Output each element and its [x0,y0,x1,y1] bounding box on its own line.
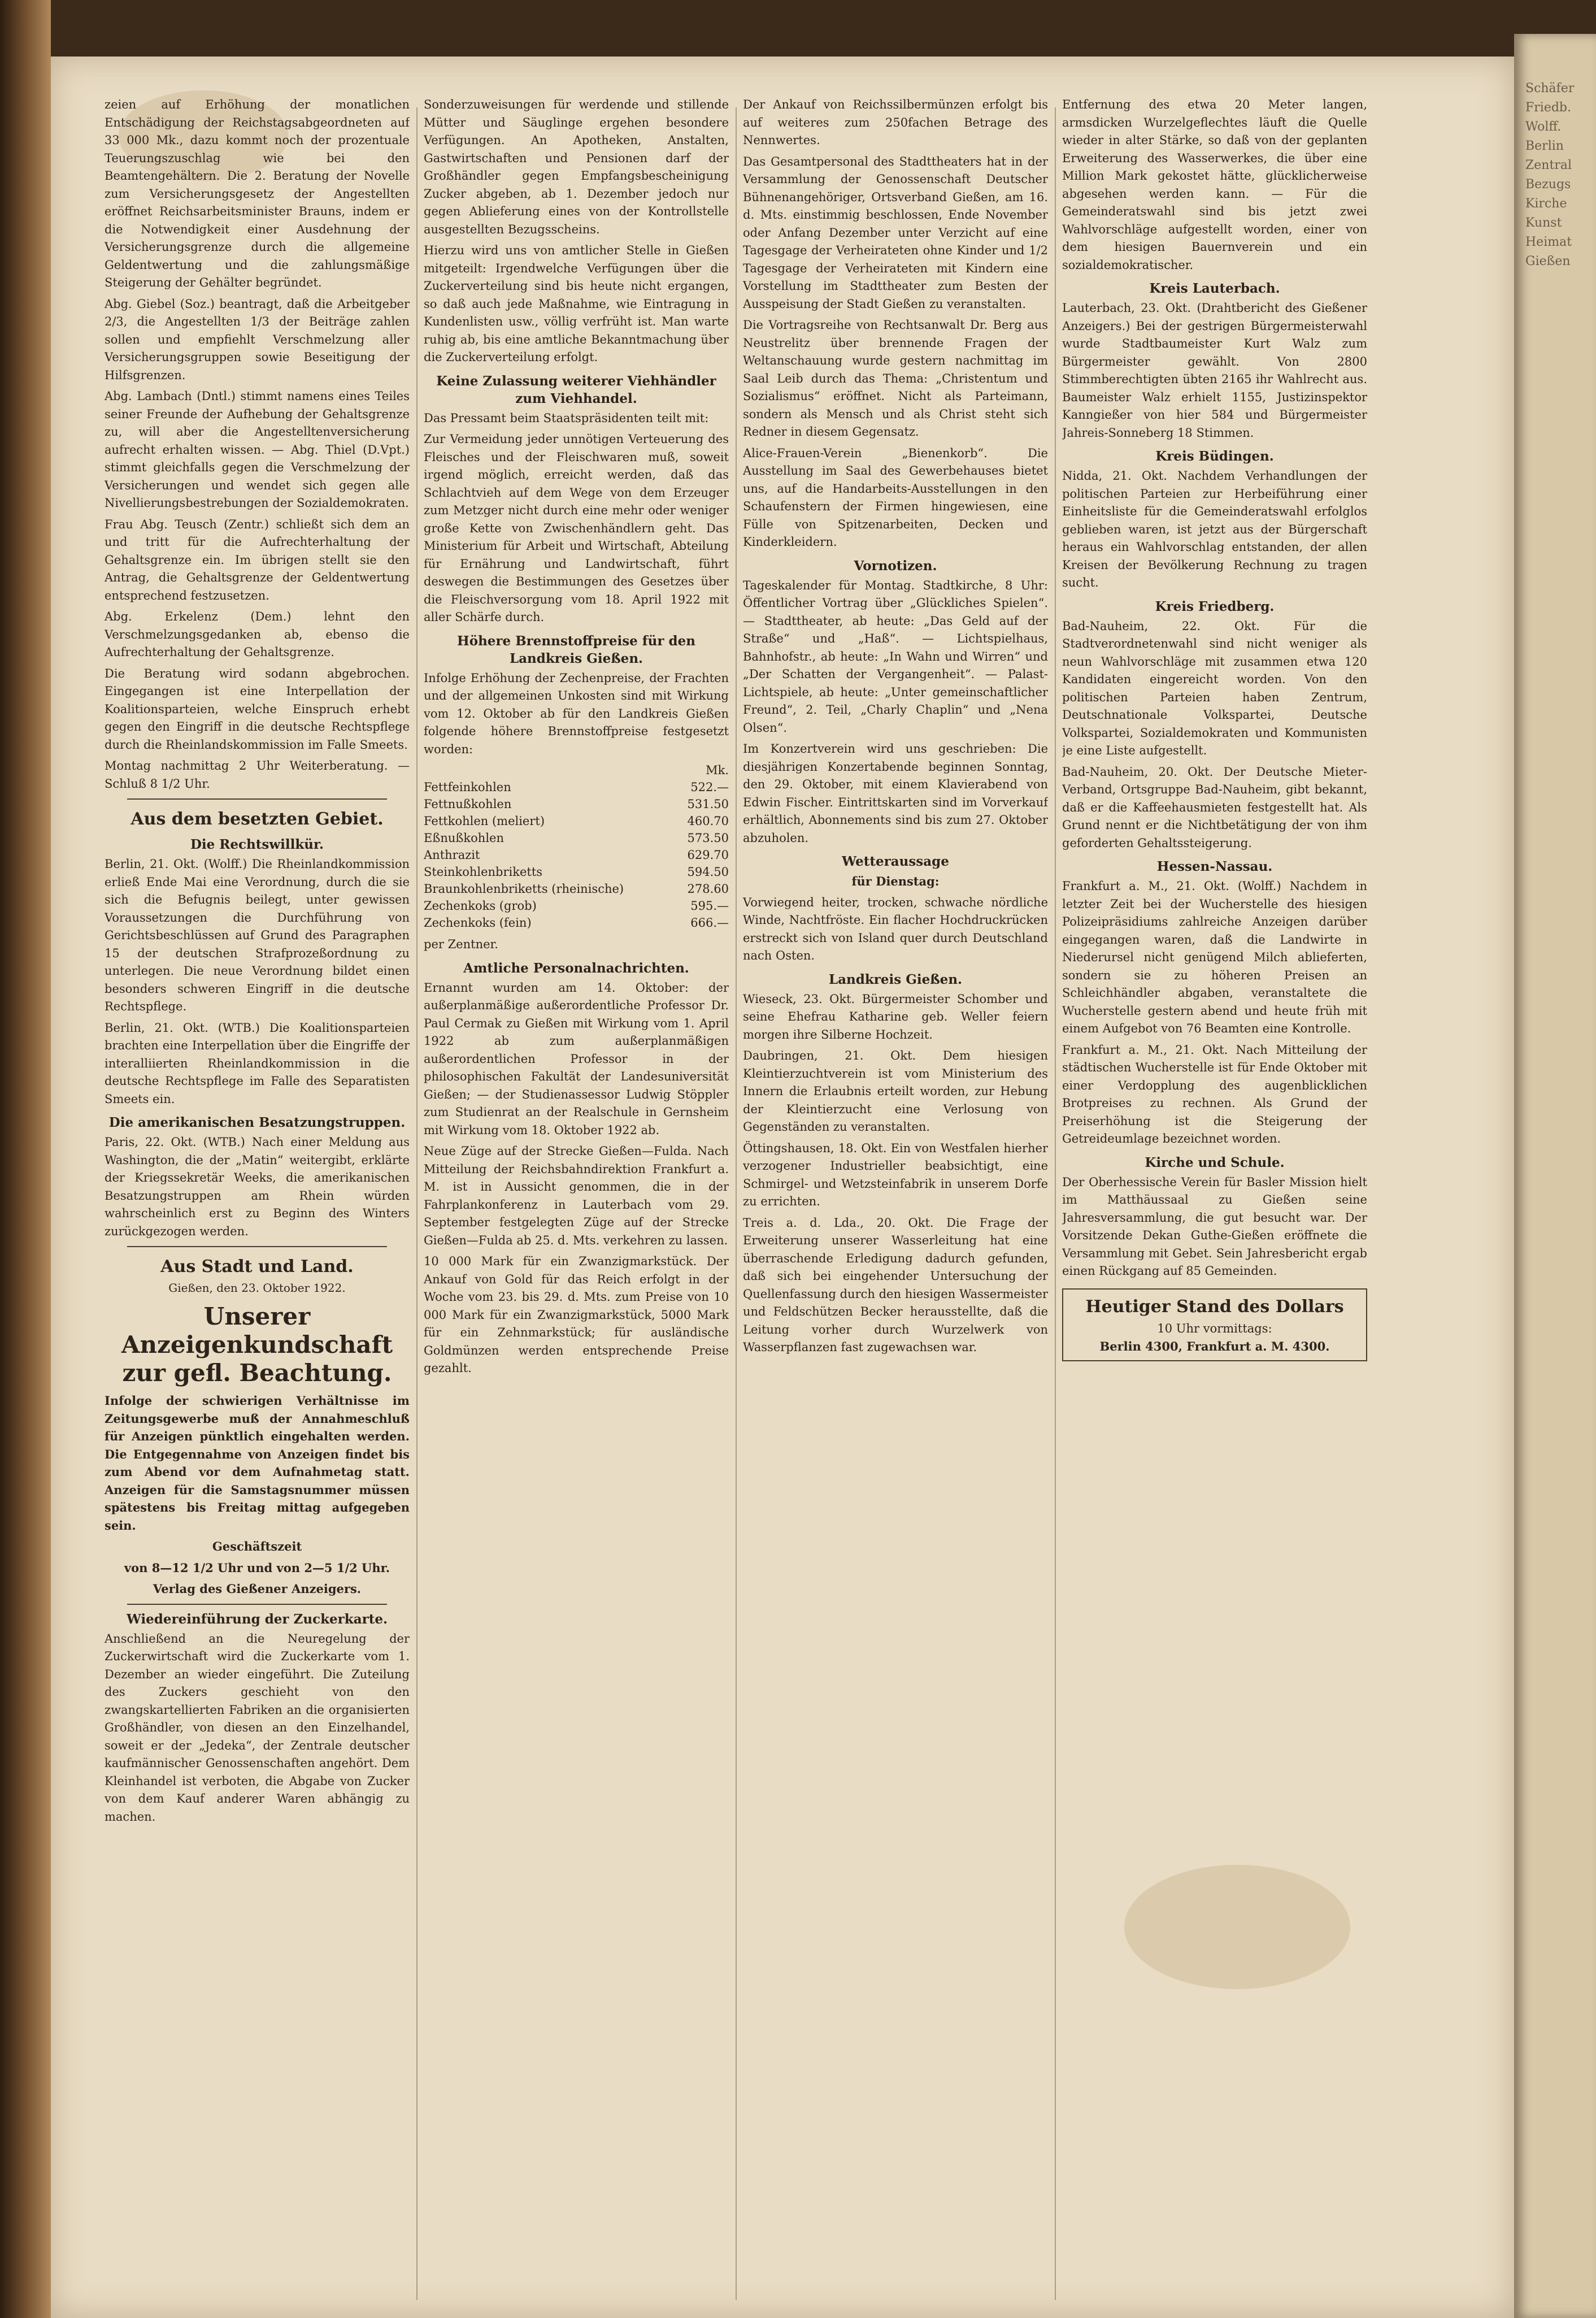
article-paragraph: Berlin, 21. Okt. (WTB.) Die Koalitionsparteien brachten eine Interpellation über die Eingriffe der interalliierten Rheinlandkommission in die deutsche Rechtspflege im Falle des Separatisten Smeets ein. [105,1021,410,1106]
table-row [424,847,729,863]
article-heading: Hessen-Nassau. [1156,859,1273,874]
article-paragraph: Sonderzuweisungen für werdende und stillende Mütter und Säuglinge ergehen besondere Verfügungen. An Apotheken, Anstalten, Gastwirtschaften und Pensionen darf der Großhändler gegen Empfangsbescheinigung Zucker abgeben, ab 1. Dezember jedoch nur gegen Ablieferung eines von der Kontrollstelle ausgestellten Bezugsscheins. [424,98,729,236]
edge-line: Zentral [1525,158,1572,172]
edge-line: Gießen [1525,254,1571,268]
article-paragraph: Treis a. d. Lda., 20. Okt. Die Frage der Erweiterung unserer Wasserleitung hat eine überraschende Erledigung dadurch gefunden, daß sich bei eingehender Untersuchung der Quellenfassung durch den hiesigen Wassermeister und Feldschützen Becker herausstellte, daß die Leitung vorher durch Wurzelwerk von Wasserpflanzen fast zugewachsen war. [743,1216,1048,1354]
article-heading: Höhere Brennstoffpreise für den Landkreis Gießen. [457,633,695,666]
price-item: Fettfeinkohlen [424,780,511,794]
price-unit: Mk. [706,763,729,777]
article-heading: Die Rechtswillkür. [190,837,324,852]
newspaper-page [51,57,1514,2318]
table-row [424,914,729,931]
dollar-time: 10 Uhr vormittags: [1157,1321,1272,1335]
article-heading: Kreis Friedberg. [1155,598,1275,614]
divider [127,1246,387,1247]
article-paragraph: Frau Abg. Teusch (Zentr.) schließt sich dem an und tritt für die Aufrechterhaltung der Gehaltsgrenze ein. Im übrigen stellt sie den Antrag, die Gehaltsgrenze der Geldentwertung entsprechend festzusetzen. [105,517,410,602]
divider [127,1604,387,1605]
article-heading: Kreis Büdingen. [1155,449,1274,464]
article-paragraph: Daubringen, 21. Okt. Dem hiesigen Kleintierzuchtverein ist vom Ministerium des Innern die Erlaubnis erteilt worden, zur Hebung der Kleintierzucht eine Verlosung von Gegenständen zu veranstalten. [743,1049,1048,1134]
price-value: 594.50 [687,865,729,879]
price-value: 666.— [690,916,729,930]
column-rule [736,107,737,2300]
article-heading: Landkreis Gießen. [828,971,963,987]
table-row [424,796,729,813]
price-item: Zechenkoks (fein) [424,916,532,930]
article-paragraph: Im Konzertverein wird uns geschrieben: Die diesjährigen Konzertabende beginnen Sonntag, den 29. Oktober, mit einem Klavierabend von Edwin Fischer. Eintrittskarten sind im Vorverkauf erhältlich, Abonnements sind bis zum 27. Oktober abzuholen. [743,742,1048,845]
article-paragraph: Die Vortragsreihe von Rechtsanwalt Dr. Berg aus Neustrelitz über brennende Fragen der Weltanschauung wurde gestern nachmittag im Saal Leib durch das Thema: „Christentum und Sozialismus“ eröffnet. Nicht als Parteimann, sondern als Mensch und als Christ steht sich Redner in diesem Gegensatz. [743,318,1048,439]
article-heading: Vornotizen. [854,558,937,574]
edge-line: Kirche [1525,197,1567,211]
article-paragraph: Montag nachmittag 2 Uhr Weiterberatung. — Schluß 8 1/2 Uhr. [105,759,410,791]
table-row [424,813,729,830]
column-4 [1062,96,1367,2311]
edge-line: Berlin [1525,139,1564,153]
article-paragraph: Lauterbach, 23. Okt. (Drahtbericht des Gießener Anzeigers.) Bei der gestrigen Bürgermeisterwahl wurde Stadtbaumeister Kurt Walz zum Bürgermeister gewählt. Von 2800 Stimmberechtigten übten 2165 ihr Wahlrecht aus. Baumeister Walz erhielt 1155, Justizinspektor Kanngießer von hier 584 und Bürgermeister Jahreis-Sonneberg 18 Stimmen. [1062,301,1367,440]
article-paragraph: zeien auf Erhöhung der monatlichen Entschädigung der Reichstagsabgeordneten auf 33 000 Mk., dazu kommt noch der prozentuale Teuerungszuschlag wie bei den Beamtengehältern. Die 2. Beratung der Novelle zum Versicherungsgesetz der Angestellten eröffnet Reichsarbeitsminister Brauns, indem er die Notwendigkeit einer Ausdehnung der Versicherungsgrenze durch die allgemeine Geldentwertung und die zahlungsmäßige Steigerung der Gehälter begründet. [105,98,410,289]
article-paragraph: per Zentner. [424,937,498,951]
article-heading: Wetteraussage [842,854,949,869]
article-heading: Wiedereinführung der Zuckerkarte. [127,1611,388,1627]
article-paragraph: Vorwiegend heiter, trocken, schwache nördliche Winde, Nachtfröste. Ein flacher Hochdruckrücken erstreckt sich von Island quer durch Deutschland nach Osten. [743,895,1048,962]
notice-headline: Unserer Anzeigenkundschaft zur gefl. Beachtung. [121,1303,393,1387]
price-item: Steinkohlenbriketts [424,865,543,879]
article-paragraph: Neue Züge auf der Strecke Gießen—Fulda. Nach Mitteilung der Reichsbahndirektion Frankfurt a. M. ist in Aussicht genommen, die in der Fahrplankonferenz in Lauterbach vom 29. September festgelegten Züge auf der Strecke Gießen—Fulda ab 25. d. Mts. verkehren zu lassen. [424,1144,729,1247]
article-paragraph: Infolge Erhöhung der Zechenpreise, der Frachten und der allgemeinen Unkosten sind mit Wirkung vom 12. Oktober ab für den Landkreis Gießen folgende höhere Brennstoffpreise festgesetzt worden: [424,671,729,756]
article-paragraph: Tageskalender für Montag. Stadtkirche, 8 Uhr: Öffentlicher Vortrag über „Glückliches Spielen“. — Stadttheater, ab heute: „Das Geld auf der Straße“ und „Haß“. — Lichtspielhaus, Bahnhofstr., ab heute: „In Wahn und Wirren“ und „Der Schatten der Vergangenheit“. — Palast-Lichtspiele, ab heute: „Unter gemeinschaftlicher Freund“, 2. Teil, „Charly Chaplin“ und „Nena Olsen“. [743,578,1048,735]
article-paragraph: Zur Vermeidung jeder unnötigen Verteuerung des Fleisches und der Fleischwaren muß, soweit irgend möglich, erreicht werden, daß das Schlachtvieh auf dem Wege von dem Erzeuger zum Metzger nicht durch eine mehr oder weniger große Kette von Zwischenhändlern geht. Das Ministerium für Arbeit und Wirtschaft, Abteilung für Ernährung und Landwirtschaft, führt deswegen die Bestimmungen des Gesetzes über die Fleischversorgung vom 18. April 1922 mit aller Schärfe durch. [424,432,729,624]
article-paragraph: Der Oberhessische Verein für Basler Mission hielt im Matthäussaal zu Gießen seine Jahresversammlung, die gut besucht war. Der Vorsitzende Dekan Guthe-Gießen eröffnete die Versammlung mit Gebet. Sein Jahresbericht ergab einen Rückgang auf 85 Gemeinden. [1062,1175,1367,1278]
section-heading: Aus Stadt und Land. [160,1257,354,1277]
article-paragraph: Abg. Lambach (Dntl.) stimmt namens eines Teiles seiner Freunde der Aufhebung der Gehaltsgrenze zu, will aber die Angestelltenversicherung aufrecht erhalten wissen. — Abg. Thiel (D.Vpt.) stimmt gleichfalls gegen die Verschmelzung der Versicherungen und wendet sich gegen alle Nivellierungsbestrebungen der Sozialdemokraten. [105,389,410,510]
article-paragraph: Bad-Nauheim, 22. Okt. Für die Stadtverordnetenwahl sind nicht weniger als neun Wahlvorschläge mit zusammen etwa 120 Kandidaten eingereicht worden. Von den politischen Parteien haben Zentrum, Deutschnationale Volkspartei, Deutsche Volkspartei, Sozialdemokraten und Kommunisten je eine Liste aufgestellt. [1062,619,1367,757]
column-rule [1055,107,1056,2300]
notice-signature: Verlag des Gießener Anzeigers. [153,1582,362,1596]
book-binding [0,0,51,2318]
article-paragraph: Nidda, 21. Okt. Nachdem Verhandlungen der politischen Parteien zur Herbeiführung einer Einheitsliste für die Gemeinderatswahl erfolglos geblieben waren, ist jetzt aus der Bürgerschaft heraus ein Wahlvorschlag entstanden, der allen Kreisen der Bevölkerung Rechnung zu tragen sucht. [1062,469,1367,589]
article-paragraph: Frankfurt a. M., 21. Okt. Nach Mitteilung der städtischen Wucherstelle ist für Ende Oktober mit einer Verdopplung des augenblicklichen Brotpreises zu rechnen. Als Grund der Preiserhöhung ist die Steigerung der Getreideumlage bezeichnet worden. [1062,1043,1367,1145]
article-paragraph: Bad-Nauheim, 20. Okt. Der Deutsche Mieter-Verband, Ortsgruppe Bad-Nauheim, gibt bekannt, daß er die Kaffeehausmieten festgestellt hat. Als Grund nennt er die Nichtbetätigung der von ihm geforderten Gehaltssteigerung. [1062,765,1367,850]
article-paragraph: Die Beratung wird sodann abgebrochen. Eingegangen ist eine Interpellation der Koalitionsparteien, welche Einspruch erhebt gegen den Eingriff in die deutsche Rechtspflege durch die Rheinlandskommission im Falle Smeets. [105,666,410,752]
price-item: Eßnußkohlen [424,831,504,845]
article-paragraph: Berlin, 21. Okt. (Wolff.) Die Rheinlandkommission erließ Ende Mai eine Verordnung, durch die sie sich die Befugnis beilegt, unter gewissen Voraussetzungen die Durchführung von Gerichtsbeschlüssen auf Grund des Paragraphen 15 der deutschen Strafprozeßordnung zu unterlegen. Die neue Verordnung bildet einen besonders schweren Eingriff in die deutsche Rechtspflege. [105,857,410,1013]
price-value: 278.60 [687,882,729,896]
divider [127,798,387,800]
price-item: Zechenkoks (grob) [424,899,537,913]
notice-hours: von 8—12 1/2 Uhr und von 2—5 1/2 Uhr. [124,1560,390,1575]
article-paragraph: Der Ankauf von Reichssilbermünzen erfolgt bis auf weiteres zum 250fachen Betrage des Nennwertes. [743,98,1048,147]
dollar-value: Berlin 4300, Frankfurt a. M. 4300. [1099,1339,1330,1353]
price-item: Fettnußkohlen [424,797,512,811]
price-item: Braunkohlenbriketts (rheinische) [424,882,624,896]
notice-label: Geschäftszeit [212,1539,302,1553]
price-item: Fettkohlen (meliert) [424,814,545,828]
article-paragraph: Frankfurt a. M., 21. Okt. (Wolff.) Nachdem in letzter Zeit bei der Wucherstelle des hiesigen Polizeipräsidiums zahlreiche Anzeigen darüber eingegangen waren, daß die Landwirte in Niederursel nicht genügend Milch ablieferten, sondern sie zu höheren Preisen an Schleichhändler abgaben, veranstaltete die Wucherstelle gestern abend und heute früh mit einem Aufgebot von 76 Beamten eine Kontrolle. [1062,879,1367,1035]
notice-text: Infolge der schwierigen Verhältnisse im Zeitungsgewerbe muß der Annahmeschluß für Anzeigen pünktlich eingehalten werden. Die Entgegennahme von Anzeigen findet bis zum Abend vor dem Aufnahmetag statt. Anzeigen für die Samstagsnummer müssen spätestens bis Freitag mittag aufgegeben sein. [105,1394,410,1533]
article-paragraph: Wieseck, 23. Okt. Bürgermeister Schomber und seine Ehefrau Katharine geb. Weller feiern morgen ihre Silberne Hochzeit. [743,992,1048,1041]
article-heading: Kreis Lauterbach. [1149,281,1280,296]
article-heading: Die amerikanischen Besatzungstruppen. [108,1115,406,1130]
weather-day: für Dienstag: [851,874,940,888]
dateline: Gießen, den 23. Oktober 1922. [168,1281,346,1295]
column-2 [424,96,729,2311]
columns-container [105,96,1503,2318]
price-value: 531.50 [687,797,729,811]
edge-line: Friedb. [1525,101,1571,115]
edge-line: Heimat [1525,235,1572,249]
section-heading: Aus dem besetzten Gebiet. [131,809,384,829]
price-value: 522.— [690,780,729,794]
article-paragraph: Öttingshausen, 18. Okt. Ein von Westfalen hierher verzogener Industrieller beabsichtigt, eine Schmirgel- und Wetzsteinfabrik in unserem Dorfe zu errichten. [743,1141,1048,1208]
article-paragraph: Entfernung des etwa 20 Meter langen, armsdicken Wurzelgeflechtes läuft die Quelle wieder in alter Stärke, so daß von der geplanten Erweiterung des Wasserwerkes, die über eine Million Mark gekostet hätte, glücklicherweise abgesehen werden kann. — Für die Gemeinderatswahl sind bis jetzt zwei Wahlvorschläge aufgestellt worden, einer von dem hiesigen Bauernverein und ein sozialdemokratischer. [1062,98,1367,272]
next-page-text [1525,79,1596,271]
dollar-heading: Heutiger Stand des Dollars [1085,1296,1344,1317]
column-3 [743,96,1048,2311]
article-paragraph: Anschließend an die Neuregelung der Zuckerwirtschaft wird die Zuckerkarte vom 1. Dezember an wieder eingeführt. Die Zuteilung des Zuckers geschieht von den zwangskartellierten Fabriken an die organisierten Großhändler, von diesen an den Einzelhandel, soweit er der „Jedeka“, der Zentrale deutscher kaufmännischer Genossenschaften angehört. Dem Kleinhandel ist verboten, die Abgabe von Zucker von dem Kauf anderer Waren abhängig zu machen. [105,1631,410,1824]
price-unit-row [424,762,729,779]
table-row [424,863,729,880]
article-paragraph: Alice-Frauen-Verein „Bienenkorb“. Die Ausstellung im Saal des Gewerbehauses bietet uns, auf die Handarbeits-Ausstellungen in den Schaufenstern der Firmen hingewiesen, eine Fülle von Spitzenarbeiten, Decken und Kinderkleidern. [743,446,1048,549]
next-page-edge [1514,34,1596,2318]
notice-box [105,1392,410,1598]
fuel-price-table [424,762,729,931]
article-paragraph: Ernannt wurden am 14. Oktober: der außerplanmäßige außerordentliche Professor Dr. Paul Cermak zu Gießen mit Wirkung vom 1. April 1922 ab zum außerplanmäßigen außerordentlichen Professor in der philosophischen Fakultät der Landesuniversität Gießen; — der Studienassessor Ludwig Stöppler zum Studienrat an der Realschule in Gernsheim mit Wirkung vom 18. Oktober 1922 ab. [424,980,729,1137]
article-heading: Kirche und Schule. [1145,1154,1285,1170]
column-1 [105,96,410,2311]
article-heading: Keine Zulassung weiterer Viehhändler zum Viehhandel. [436,373,716,406]
article-paragraph: 10 000 Mark für ein Zwanzigmarkstück. Der Ankauf von Gold für das Reich erfolgt in der Woche vom 23. bis 29. d. Mts. zum Preise von 10 000 Mark für ein Zwanzigmarkstück, 5000 Mark für ein Zehnmarkstück; für ausländische Goldmünzen werden entsprechende Preise gezahlt. [424,1255,729,1375]
price-item: Anthrazit [424,848,480,862]
price-value: 573.50 [687,831,729,845]
table-row [424,830,729,847]
dollar-rate-box [1062,1288,1367,1361]
edge-line: Bezugs [1525,177,1571,192]
column-rule [416,107,418,2300]
price-value: 595.— [690,899,729,913]
table-row [424,880,729,897]
article-paragraph: Abg. Erkelenz (Dem.) lehnt den Verschmelzungsgedanken ab, ebenso die Aufrechterhaltung der Gehaltsgrenze. [105,610,410,659]
article-paragraph: Das Pressamt beim Staatspräsidenten teilt mit: [424,411,709,425]
price-value: 629.70 [687,848,729,862]
edge-line: Schäfer [1525,81,1575,96]
edge-line: Wolff. [1525,120,1562,134]
article-paragraph: Abg. Giebel (Soz.) beantragt, daß die Arbeitgeber 2/3, die Angestellten 1/3 der Beiträge zahlen sollen und empfiehlt Verschmelzung aller Versicherungsgruppen sowie Beseitigung der Hilfsgrenzen. [105,297,410,382]
article-paragraph: Das Gesamtpersonal des Stadttheaters hat in der Versammlung der Genossenschaft Deutscher Bühnenangehöriger, Ortsverband Gießen, am 16. d. Mts. einstimmig beschlossen, Ende November oder Anfang Dezember unter Verzicht auf eine Tagesgage der Verheirateten ohne Kinder und 1/2 Tagesgage der Verheirateten mit Kindern eine Vorstellung im Stadttheater zum Besten der Ausspeisung der Stadt Gießen zu veranstalten. [743,154,1048,311]
article-heading: Amtliche Personalnachrichten. [463,960,689,976]
price-value: 460.70 [687,814,729,828]
edge-line: Kunst [1525,216,1562,230]
table-row [424,779,729,796]
table-row [424,897,729,914]
article-paragraph: Paris, 22. Okt. (WTB.) Nach einer Meldung aus Washington, die der „Matin“ weitergibt, erklärte der Kriegssekretär Weeks, die amerikanischen Besatzungstruppen am Rhein würden wahrscheinlich erst zu Beginn des Winters zurückgezogen werden. [105,1135,410,1238]
article-paragraph: Hierzu wird uns von amtlicher Stelle in Gießen mitgeteilt: Irgendwelche Verfügungen über die Zuckerverteilung sind bis heute nicht ergangen, so daß auch jede Maßnahme, wie Eintragung in Kundenlisten usw., völlig verfrüht ist. Man warte ruhig ab, bis eine amtliche Bekanntmachung über die Zuckerverteilung erfolgt. [424,244,729,364]
